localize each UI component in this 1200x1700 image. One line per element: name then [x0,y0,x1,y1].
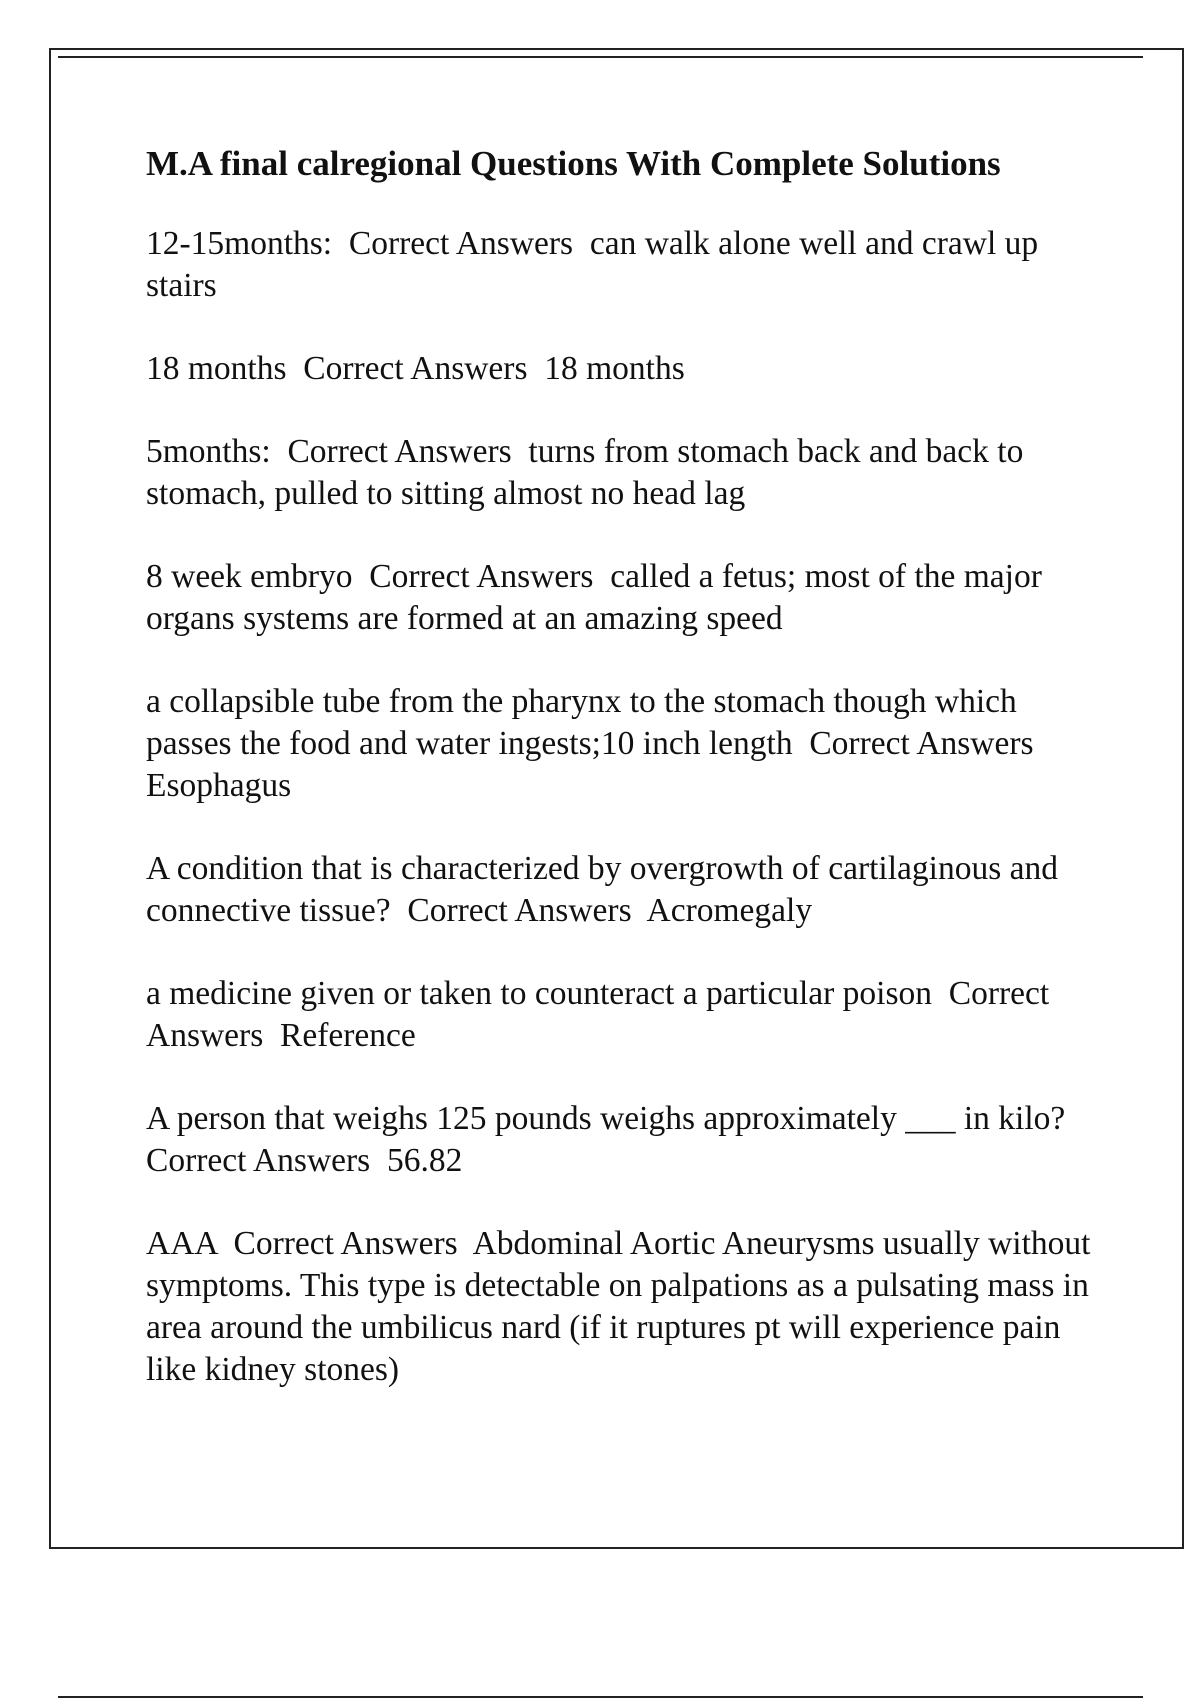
qa-item: a medicine given or taken to counteract a particular poison Correct Answers Reference [146,975,1056,1054]
qa-item: 5months: Correct Answers turns from stomach back and back to stomach, pulled to sitting almost no head lag [146,433,1032,512]
document-title: M.A final calregional Questions With Complete Solutions [146,144,1001,183]
qa-item: 18 months Correct Answers 18 months [146,350,685,387]
document-body [146,143,1101,1432]
qa-item: AAA Correct Answers Abdominal Aortic Aneurysms usually without symptoms. This type is detectable on palpations as a pulsating mass in area around the umbilicus nard (if it ruptures pt will experience pain like kidney stones) [146,1225,1099,1388]
qa-item: A condition that is characterized by overgrowth of cartilaginous and connective tissue? Correct Answers Acromegaly [146,850,1067,929]
qa-item: A person that weighs 125 pounds weighs approximately ___ in kilo? Correct Answers 56.82 [146,1100,1083,1179]
top-rule [58,56,1143,58]
qa-item: 12-15months: Correct Answers can walk alone well and crawl up stairs [146,225,1047,304]
qa-item: 8 week embryo Correct Answers called a fetus; most of the major organs systems are formed at an amazing speed [146,558,1051,637]
bottom-rule [58,1696,1143,1698]
qa-item: a collapsible tube from the pharynx to the stomach though which passes the food and water ingests;10 inch length Correct Answers Esophagus [146,683,1051,804]
